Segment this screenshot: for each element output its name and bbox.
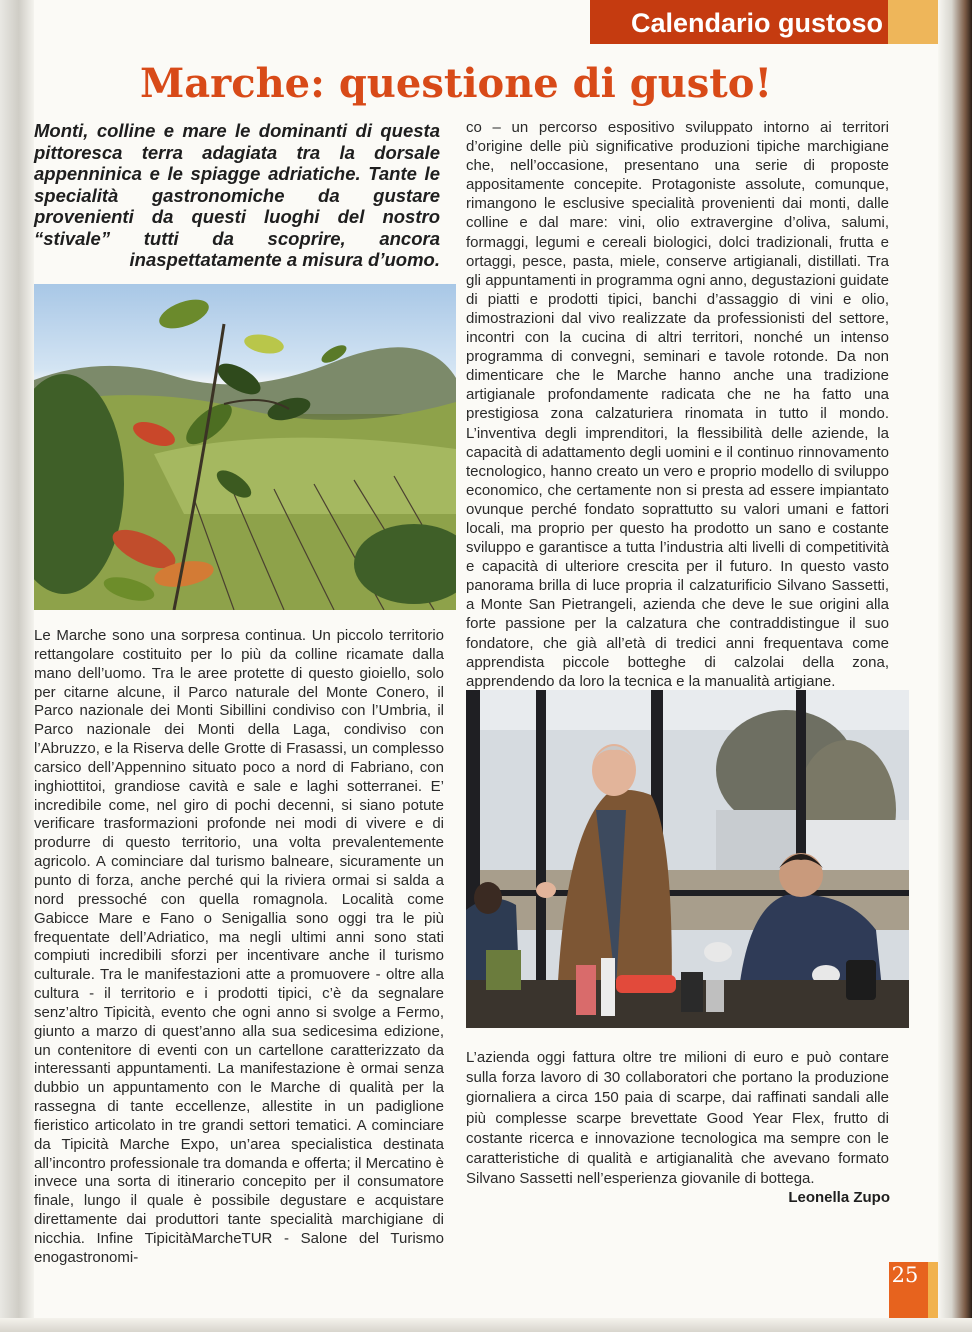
section-header-accent: [888, 0, 938, 44]
article-lead: Monti, colline e mare le dominanti di questa pittoresca terra adagiata tra la dorsale appenninica e le spiagge adriatiche. Tante le specialità gastronomiche da gustare provenienti da questi luoghi del nostro “stivale” tutti da scoprire, ancora inaspettatamente a misura d’uomo.: [34, 120, 440, 270]
article-author: Leonella Zupo: [788, 1189, 890, 1206]
workshop-photo: [466, 690, 909, 1028]
vineyard-landscape-photo: [34, 284, 456, 610]
page-edge: [938, 0, 972, 1332]
page-bottom-edge: [0, 1318, 972, 1332]
article-body-right-column: co – un percorso espositivo sviluppato intorno ai territori d’origine delle più significative produzioni tipiche marchigiane che, nell’occasione, presentano una serie di proposte appositamente concepite. Protagoniste assolute, comunque, rimangono le esclusive specialità provenienti dai monti, dalle colline e dal mare: vini, olio extravergine d’oliva, salumi, formaggi, legumi e cereali biologici, dolci tradizionali, frutta e ortaggi, pesce, pasta, miele, conserve artigianali, distillati. Tra gli appuntamenti in programma ogni anno, degustazioni guidate di piatti e prodotti tipici, banchi d’assaggio di vini e olio, dimostrazioni dal vivo realizzate da professionisti del settore, incontri con la cucina di altri territori, nonché un intenso programma di convegni, seminari e tavole rotonde. Da non dimenticare che le Marche hanno anche una tradizione artigianale profondamente radicata che ne ha fatto una prestigiosa zona calzaturiera rinomata in tutto il mondo. L’inventiva degli imprenditori, la flessibilità delle aziende, la capacità di adattamento degli uomini e il continuo rinnovamento tecnologico, hanno creato un vero e proprio modello di sviluppo economico, che certamente non si presta ad essere impiantato ovunque perché fondato soprattutto su valori umani e fattori locali, ma proprio per questo ha prodotto un sano e costante sviluppo e garantisce a tutta l’industria alti livelli di competitività e capacità di ulteriore crescita per il futuro. In questo vasto panorama brilla di luce propria il calzaturificio Silvano Sassetti, a Monte San Pietrangeli, azienda che deve le sue origini alla forte passione per la calzatura che contraddistingue il suo fondatore, che già all’età di tredici anni frequentava come apprendista piccole botteghe di calzolai della zona, apprendendo da loro la tecnica e la manualità artigiane.: [466, 119, 889, 690]
workshop-illustration: [466, 690, 909, 1028]
article-body-left-column: Le Marche sono una sorpresa continua. Un piccolo territorio rettangolare costituito per lo più da colline ricamate dalla mano dell’uomo. Tra le aree protette di questo gioiello, solo per citarne alcune, il Parco naturale del Monte Conero, il Parco nazionale dei Monti Sibillini condiviso con l’Umbria, il Parco nazionale dei Monti della Laga, condiviso con l’Abruzzo, e la Riserva delle Grotte di Frasassi, un complesso carsico dell’Appennino situato poco a nord di Fabriano, con inghiottitoi, grandiose cavità e sale e laghi sotterranei. E’ incredibile come, nel giro di pochi decenni, si siano potute verificare trasformazioni profonde nei modi di vivere e di produrre di questo territorio, una volta prevalentemente agricolo. A cominciare dal turismo balneare, sicuramente un punto di forza, anche perché qui la riviera ormai si salda a nord pressoché con quella romagnola. Località come Gabicce Mare e Fano o Senigallia sono oggi tra le più frequentate dell’Adriatico, ma negli ultimi anni sono stati compiuti incredibili sforzi per incentivare anche il turismo culturale. Tra le manifestazioni atte a promuovere - oltre alla cultura - il territorio e i prodotti tipici, c’è da segnalare senz’altro Tipicità, evento che ogni anno si svolge a Fermo, giunto a marzo di quest’anno alla sua sedicesima edizione, un contenitore di eventi con un cartellone caratterizzato da interessanti appuntamenti. La manifestazione è ormai senza dubbio un appuntamento con le Marche di qualità per la rassegna di tante eccellenze, allestite in un padiglione fieristico articolato in tre grandi settori tematici. A cominciare da Tipicità Marche Expo, un’area specialistica destinata all’incontro professionale tra domanda e offerta; il Mercatino è invece una sorta di itinerario concepito per il consumatore finale, lungo il quale è possibile degustare e acquistare direttamente dai produttori tante specialità marchigiane di nicchia. Infine TipicitàMarcheTUR - Salone del Turismo enogastronomi-: [34, 627, 444, 1266]
article-headline: Marche: questione di gusto!: [139, 60, 773, 107]
section-title: Calendario gustoso: [630, 8, 883, 38]
article-body-right-column-end: L’azienda oggi fattura oltre tre milioni di euro e può contare sulla forza lavoro di 30 collaboratori che portano la produzione giornaliera a circa 150 paia di scarpe, dai raffinati sandali alle più complesse scarpe brevettate Good Year Flex, frutto di costante ricerca e innovazione tecnologica ma sempre con le caratteristiche di qualità e artigianalità che avevano formato Silvano Sassetti nell’esperienza giovanile di bottega.: [466, 1049, 889, 1188]
page-number: 25: [891, 1263, 919, 1287]
vineyard-illustration: [34, 284, 456, 610]
page-gutter: [0, 0, 34, 1332]
